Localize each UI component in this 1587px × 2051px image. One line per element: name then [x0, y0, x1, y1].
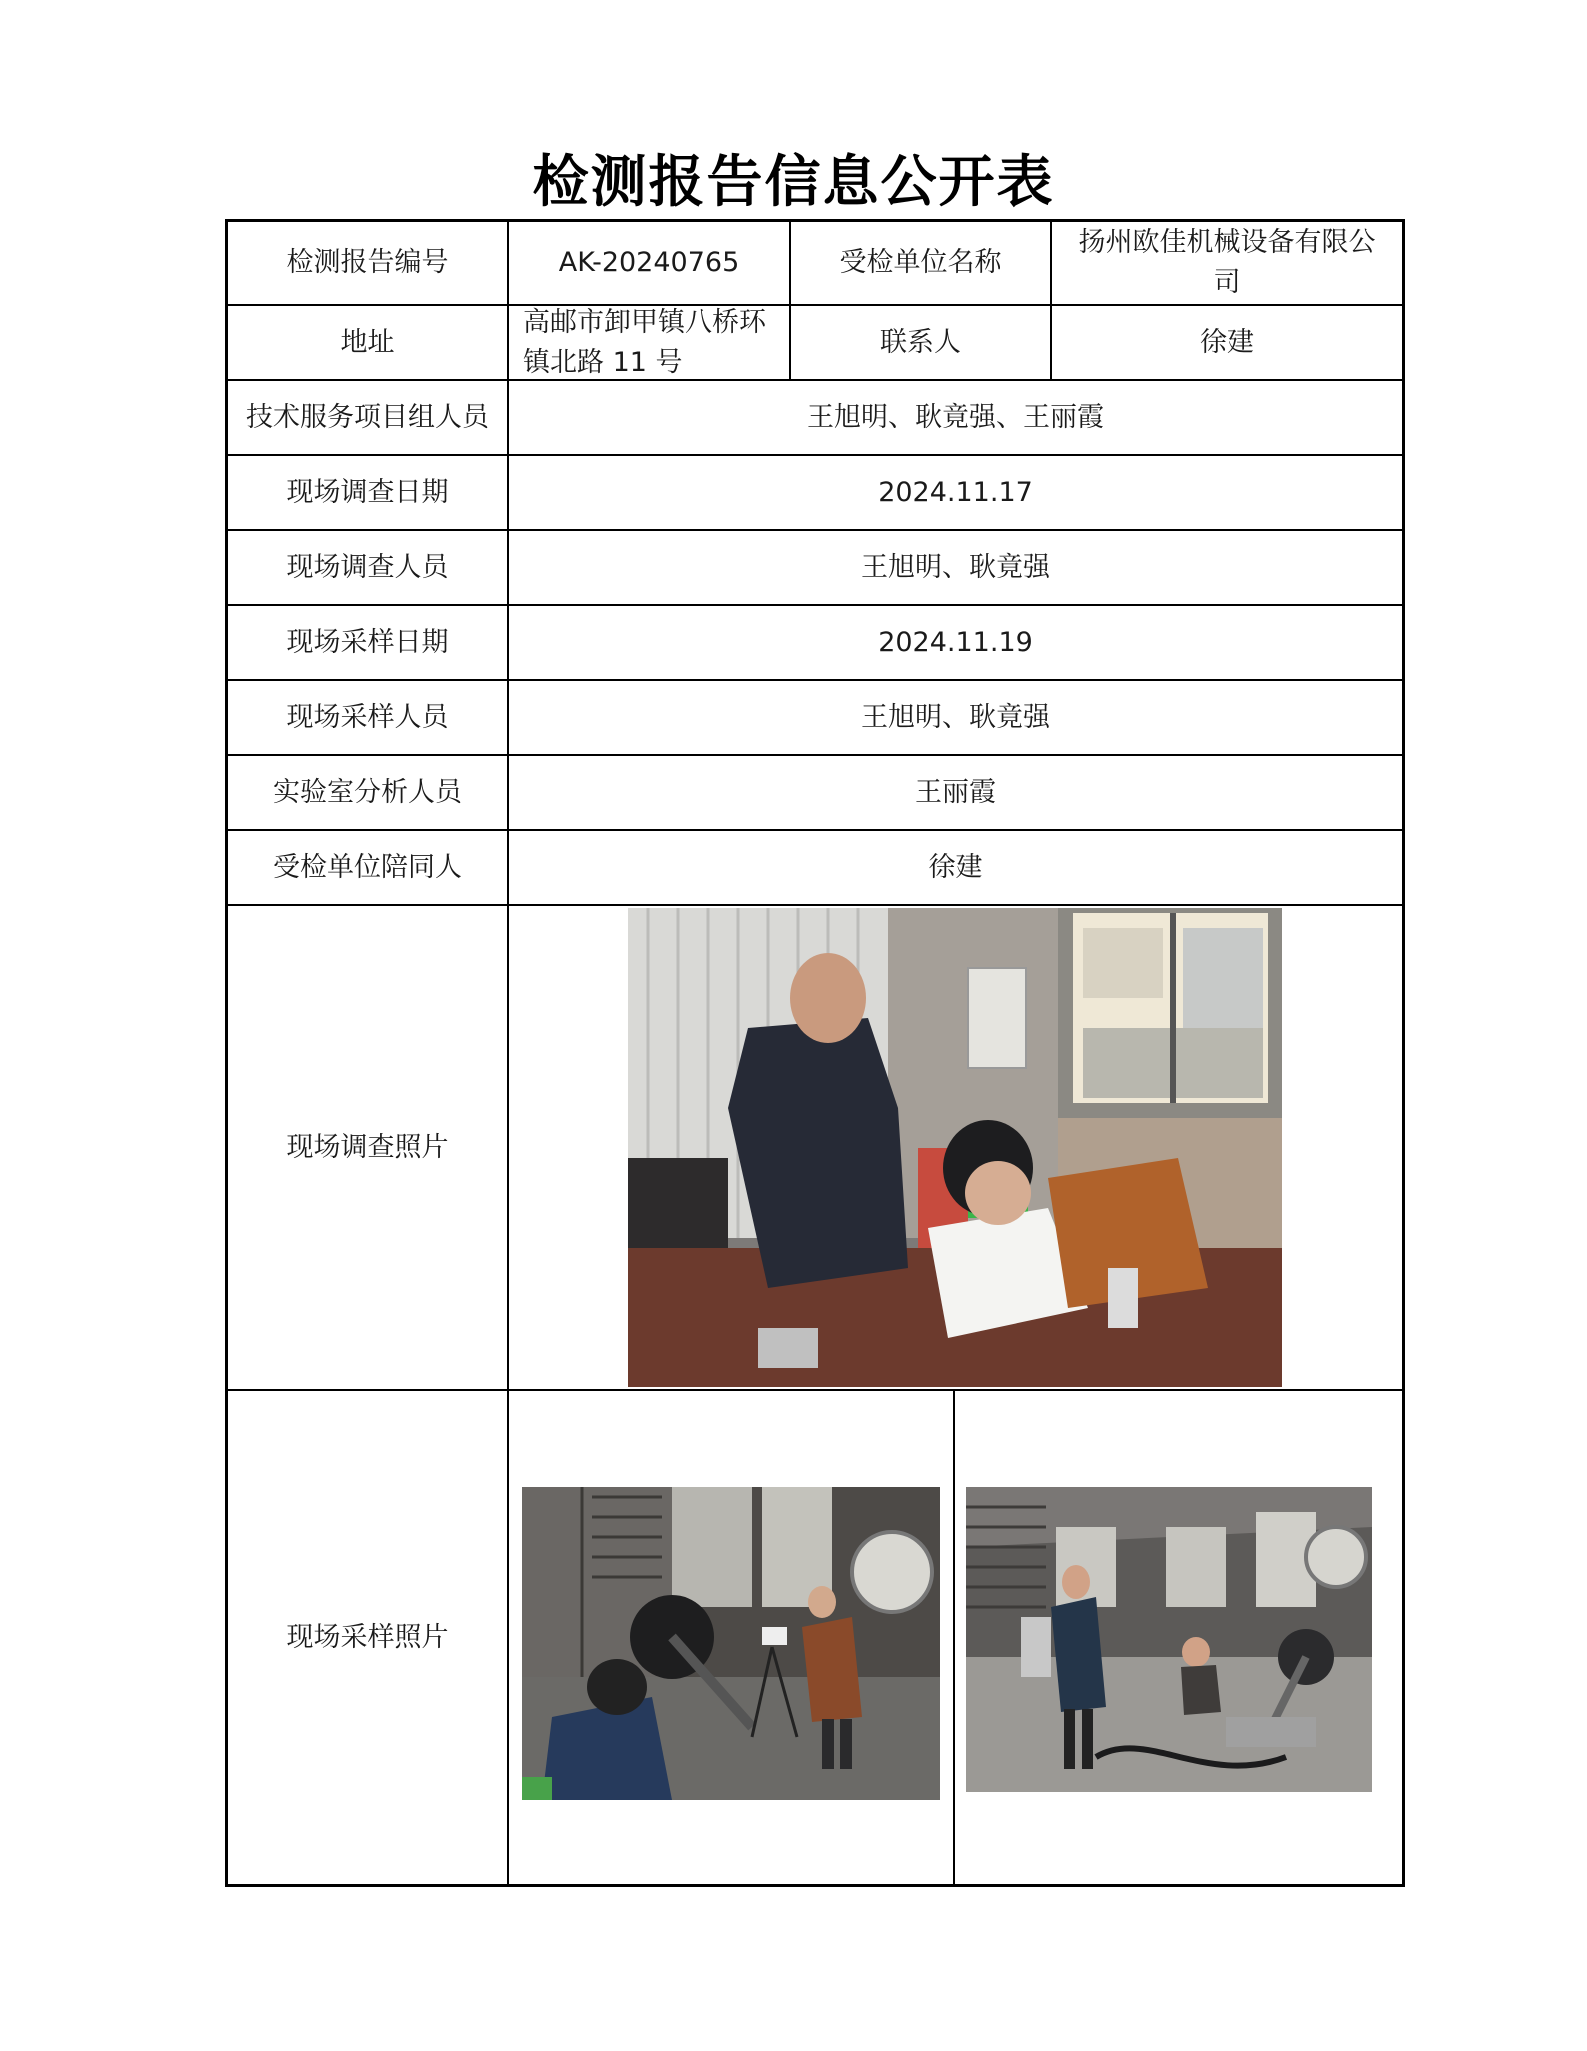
sampling-date-label: 现场采样日期: [286, 626, 449, 658]
unit-name-label: 受检单位名称: [839, 247, 1002, 278]
lab-staff-label: 实验室分析人员: [273, 776, 462, 808]
team-label: 技术服务项目组人员: [246, 401, 489, 433]
escort-value: 徐建: [928, 851, 983, 883]
sampling-date-value: 2024.11.19: [878, 626, 1033, 658]
unit-name-value: 扬州欧佳机械设备有限公司: [1078, 227, 1376, 298]
address-value: 高邮市卸甲镇八桥环镇北路 11 号: [523, 306, 766, 378]
sampling-staff-label: 现场采样人员: [286, 701, 449, 733]
survey-date-label: 现场调查日期: [286, 476, 449, 508]
lab-staff-value: 王丽霞: [915, 776, 996, 808]
sampling-staff-value: 王旭明、耿竟强: [861, 701, 1050, 733]
survey-date-value: 2024.11.17: [878, 476, 1033, 508]
sampling-photo-label: 现场采样照片: [286, 1621, 449, 1653]
report-no-value: AK-20240765: [558, 247, 740, 278]
team-value: 王旭明、耿竟强、王丽霞: [807, 401, 1104, 433]
sampling-photo-1: [522, 1487, 940, 1800]
sampling-photo-2: [966, 1487, 1372, 1792]
survey-photo: [628, 908, 1282, 1387]
escort-label: 受检单位陪同人: [273, 851, 462, 883]
report-no-label: 检测报告编号: [286, 247, 449, 278]
survey-staff-label: 现场调查人员: [286, 551, 449, 583]
contact-value: 徐建: [1200, 326, 1254, 358]
survey-photo-label: 现场调查照片: [286, 1131, 449, 1163]
contact-label: 联系人: [880, 326, 961, 358]
info-table: [225, 219, 1405, 1887]
page-title: 检测报告信息公开表: [532, 149, 1055, 215]
address-label: 地址: [340, 326, 395, 358]
survey-staff-value: 王旭明、耿竟强: [861, 551, 1050, 583]
